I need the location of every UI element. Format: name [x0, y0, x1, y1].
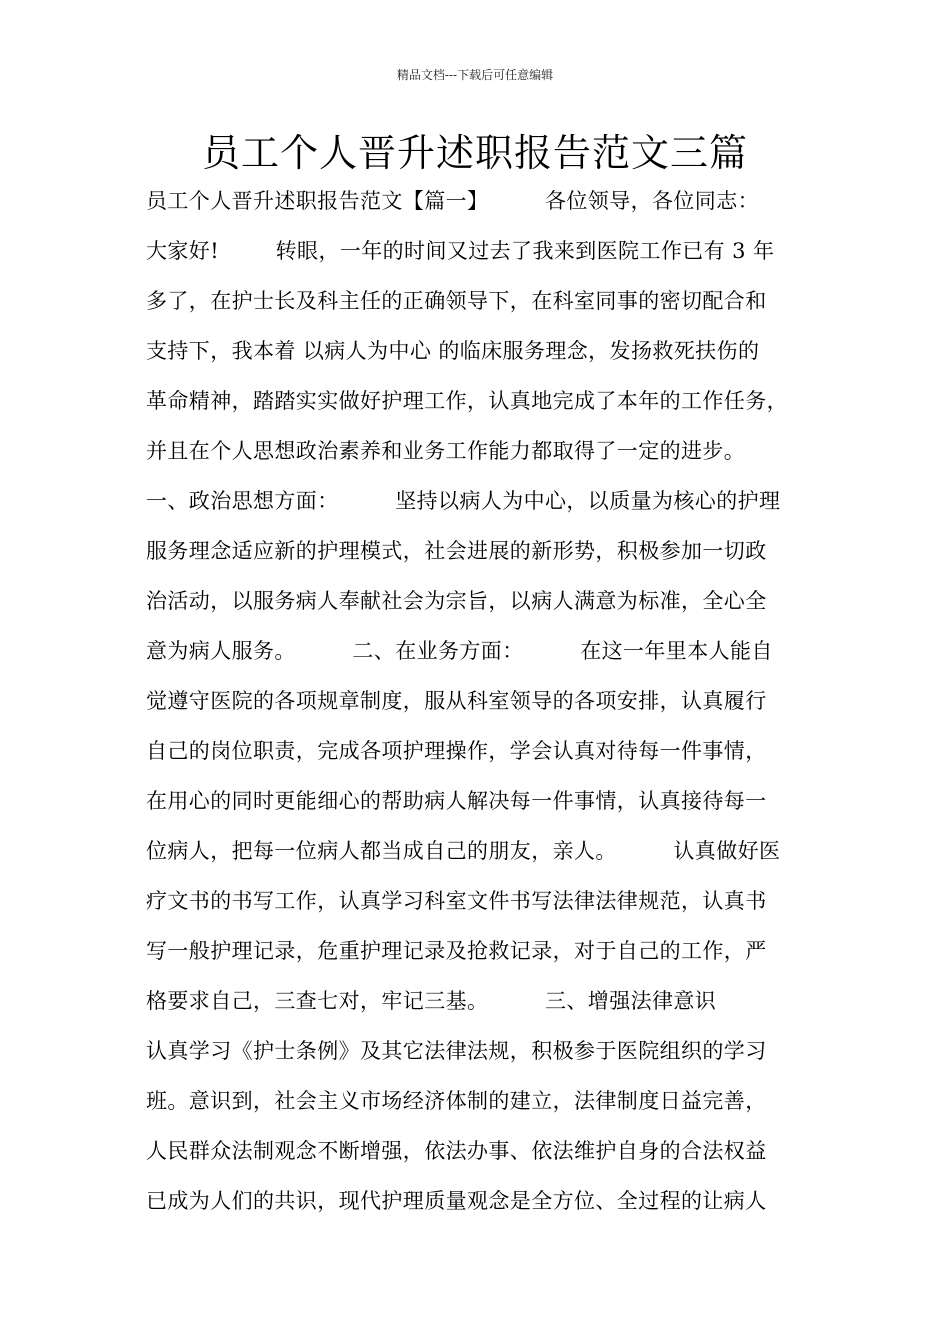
body-line: 支持下，我本着 以病人为中心 的临床服务理念，发扬救死扶伤的: [146, 339, 760, 363]
body-line: 在用心的同时更能细心的帮助病人解决每一件事情，认真接待每一: [146, 789, 767, 813]
body-line: 格要求自己，三查七对，牢记三基。 三、增强法律意识: [146, 989, 717, 1013]
body-line: 已成为人们的共识，现代护理质量观念是全方位、全过程的让病人: [146, 1189, 767, 1213]
body-line: 员工个人晋升述职报告范文【篇一】 各位领导，各位同志：: [146, 189, 759, 213]
body-line: 多了，在护士长及科主任的正确领导下，在科室同事的密切配合和: [146, 289, 767, 313]
body-line: 意为病人服务。 二、在业务方面： 在这一年里本人能自: [146, 639, 773, 663]
body-line: 认真学习《护士条例》及其它法律法规，积极参于医院组织的学习: [146, 1039, 767, 1063]
body-line: 位病人，把每一位病人都当成自己的朋友，亲人。 认真做好医: [146, 839, 781, 863]
body-line: 大家好! 转眼，一年的时间又过去了我来到医院工作已有 3 年: [146, 239, 775, 263]
document-body: [146, 176, 826, 1226]
body-line: 治活动，以服务病人奉献社会为宗旨，以病人满意为标准，全心全: [146, 589, 767, 613]
body-line: 一、政治思想方面： 坚持以病人为中心，以质量为核心的护理: [146, 489, 781, 513]
body-line: 革命精神，踏踏实实做好护理工作，认真地完成了本年的工作任务，: [146, 389, 788, 413]
document-title: 员工个人晋升述职报告范文三篇: [201, 131, 748, 175]
header-note: 精品文档---下载后可任意编辑: [396, 68, 554, 82]
body-line: 人民群众法制观念不断增强，依法办事、依法维护自身的合法权益: [146, 1139, 767, 1163]
body-line: 觉遵守医院的各项规章制度，服从科室领导的各项安排，认真履行: [146, 689, 767, 713]
body-line: 写一般护理记录，危重护理记录及抢救记录，对于自己的工作，严: [146, 939, 767, 963]
body-line: 服务理念适应新的护理模式，社会进展的新形势，积极参加一切政: [146, 539, 767, 563]
body-line: 并且在个人思想政治素养和业务工作能力都取得了一定的进步。: [146, 439, 746, 463]
body-line: 自己的岗位职责，完成各项护理操作，学会认真对待每一件事情，: [146, 739, 767, 763]
body-line: 班。意识到，社会主义市场经济体制的建立，法律制度日益完善，: [146, 1089, 767, 1113]
body-line: 疗文书的书写工作，认真学习科室文件书写法律法律规范，认真书: [146, 889, 767, 913]
